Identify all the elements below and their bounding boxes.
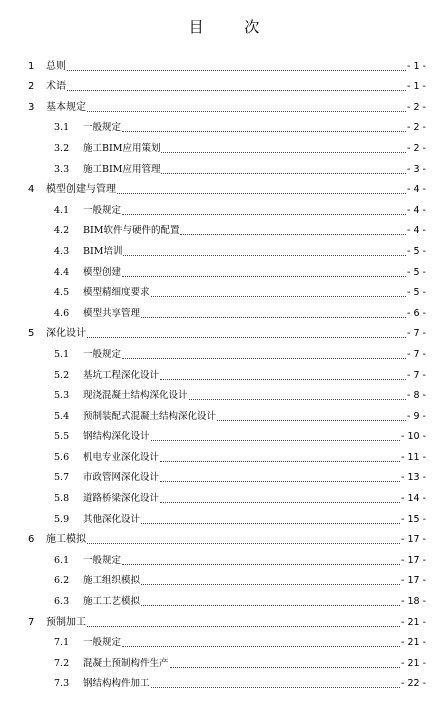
toc-entry-label: 一般规定 [83,204,122,216]
toc-entry-number: 3.1 [54,122,70,134]
toc-entry-page: - 7 - [407,348,426,360]
dot-leader [141,604,400,606]
toc-entry-number: 1 [28,60,35,72]
toc-entry-page: - 5 - [407,287,426,299]
toc-entry-number: 3.2 [54,142,70,154]
toc-entry-number: 4.5 [54,287,70,299]
toc-section-entry[interactable] [28,402,426,423]
toc-section-entry[interactable] [28,382,426,403]
toc-entry-label: 基本规定 [46,101,86,113]
dot-leader [161,151,406,153]
toc-entry-number: 4.6 [54,307,70,319]
toc-entry-label: BIM培训 [83,245,123,257]
toc-section-entry[interactable] [28,279,426,300]
dot-leader [151,295,407,297]
toc-entry-page: - 4 - [407,225,426,237]
toc-entry-label: 一般规定 [83,348,122,360]
dot-leader [123,254,406,256]
toc-section-entry[interactable] [28,649,426,670]
toc-section-entry[interactable] [28,196,426,217]
toc-entry-label: 施工组织模拟 [83,575,141,587]
toc-section-entry[interactable] [28,134,426,155]
dot-leader [141,316,406,318]
toc-section-entry[interactable] [28,237,426,258]
toc-entry-page: - 7 - [407,328,426,340]
toc-entry-label: 预制加工 [46,616,86,628]
toc-entry-page: - 2 - [407,122,426,134]
toc-section-entry[interactable] [28,217,426,238]
toc-entry-number: 5 [28,328,35,340]
dot-leader [141,522,400,524]
toc-entry-number: 5.7 [54,472,70,484]
dot-leader [161,172,406,174]
table-of-contents [28,52,426,690]
toc-entry-number: 7 [28,616,35,628]
dot-leader [122,213,406,215]
toc-entry-label: 术语 [46,81,66,93]
toc-section-entry[interactable] [28,340,426,361]
toc-chapter-entry[interactable] [28,608,426,629]
dot-leader [151,686,401,688]
toc-section-entry[interactable] [28,505,426,526]
toc-entry-number: 6.1 [54,554,70,566]
toc-entry-page: - 5 - [407,266,426,278]
toc-entry-number: 2 [28,81,35,93]
toc-entry-number: 5.3 [54,390,70,402]
toc-entry-number: 5.9 [54,513,70,525]
toc-entry-page: - 13 - [401,472,426,484]
dot-leader [180,233,406,235]
dot-leader [67,69,406,71]
toc-section-entry[interactable] [28,567,426,588]
toc-entry-label: 模型创建 [83,266,122,278]
toc-entry-page: - 11 - [401,451,426,463]
toc-entry-number: 5.1 [54,348,70,360]
toc-entry-page: - 21 - [401,616,426,628]
toc-chapter-entry[interactable] [28,73,426,94]
dot-leader [160,378,406,380]
toc-entry-label: 预制装配式混凝土结构深化设计 [83,410,217,422]
toc-entry-page: - 2 - [407,101,426,113]
dot-leader [122,130,406,132]
toc-entry-label: 其他深化设计 [83,513,141,525]
dot-leader [160,480,400,482]
toc-section-entry[interactable] [28,484,426,505]
dot-leader [122,563,400,565]
dot-leader [141,583,400,585]
toc-entry-page: - 15 - [401,513,426,525]
dot-leader [122,357,406,359]
toc-chapter-entry[interactable] [28,176,426,197]
toc-entry-page: - 5 - [407,245,426,257]
toc-entry-page: - 17 - [401,575,426,587]
toc-section-entry[interactable] [28,299,426,320]
toc-section-entry[interactable] [28,423,426,444]
dot-leader [160,501,400,503]
toc-entry-label: 混凝土预制构件生产 [83,657,169,669]
dot-leader [122,645,400,647]
toc-entry-page: - 2 - [407,142,426,154]
dot-leader [170,666,401,668]
toc-entry-page: - 21 - [401,637,426,649]
dot-leader [160,460,400,462]
toc-section-entry[interactable] [28,155,426,176]
toc-entry-number: 7.2 [54,657,70,669]
toc-entry-number: 4.3 [54,245,70,257]
toc-entry-number: 4.4 [54,266,70,278]
dot-leader [87,110,406,112]
toc-entry-page: - 14 - [401,493,426,505]
toc-section-entry[interactable] [28,670,426,691]
toc-entry-number: 5.6 [54,451,70,463]
toc-section-entry[interactable] [28,361,426,382]
toc-entry-label: 机电专业深化设计 [83,451,160,463]
toc-section-entry[interactable] [28,587,426,608]
toc-entry-label: 道路桥梁深化设计 [83,493,160,505]
toc-entry-number: 6.2 [54,575,70,587]
toc-entry-label: 钢结构深化设计 [83,431,150,443]
toc-entry-label: 一般规定 [83,122,122,134]
toc-chapter-entry[interactable] [28,320,426,341]
toc-entry-label: BIM软件与硬件的配置 [83,225,180,237]
toc-entry-label: 施工BIM应用管理 [83,163,161,175]
dot-leader [67,89,406,91]
toc-title: 目 次 [188,18,278,36]
toc-entry-label: 总则 [46,60,66,72]
toc-section-entry[interactable] [28,443,426,464]
toc-entry-page: - 7 - [407,369,426,381]
toc-section-entry[interactable] [28,629,426,650]
toc-chapter-entry[interactable] [28,526,426,547]
toc-entry-page: - 4 - [407,184,426,196]
dot-leader [87,625,400,627]
toc-entry-number: 5.2 [54,369,70,381]
toc-entry-label: 一般规定 [83,637,122,649]
toc-entry-page: - 21 - [401,657,426,669]
toc-entry-page: - 8 - [407,390,426,402]
toc-section-entry[interactable] [28,258,426,279]
toc-entry-number: 5.5 [54,431,70,443]
toc-entry-label: 深化设计 [46,328,86,340]
toc-entry-number: 4 [28,184,35,196]
toc-entry-number: 3 [28,101,35,113]
toc-entry-number: 5.8 [54,493,70,505]
toc-entry-number: 4.1 [54,204,70,216]
toc-entry-label: 模型共享管理 [83,307,141,319]
dot-leader [117,192,406,194]
toc-entry-label: 施工模拟 [46,534,86,546]
toc-entry-label: 模型创建与管理 [46,184,116,196]
toc-section-entry[interactable] [28,546,426,567]
toc-entry-page: - 3 - [407,163,426,175]
toc-entry-label: 模型精细度要求 [83,287,150,299]
toc-entry-label: 市政管网深化设计 [83,472,160,484]
toc-entry-number: 4.2 [54,225,70,237]
toc-entry-number: 5.4 [54,410,70,422]
dot-leader [87,542,400,544]
toc-entry-label: 施工BIM应用策划 [83,142,161,154]
toc-entry-page: - 6 - [407,307,426,319]
toc-entry-number: 3.3 [54,163,70,175]
toc-entry-label: 基坑工程深化设计 [83,369,160,381]
dot-leader [217,419,406,421]
toc-entry-page: - 4 - [407,204,426,216]
toc-entry-number: 6.3 [54,596,70,608]
toc-entry-page: - 18 - [401,596,426,608]
toc-entry-page: - 17 - [401,554,426,566]
toc-entry-label: 现浇混凝土结构深化设计 [83,390,188,402]
toc-entry-page: - 1 - [407,60,426,72]
toc-section-entry[interactable] [28,114,426,135]
dot-leader [189,398,407,400]
toc-entry-number: 6 [28,534,35,546]
toc-entry-number: 7.3 [54,678,70,690]
toc-entry-page: - 22 - [401,678,426,690]
toc-chapter-entry[interactable] [28,93,426,114]
dot-leader [122,275,406,277]
dot-leader [87,336,406,338]
toc-section-entry[interactable] [28,464,426,485]
toc-entry-page: - 17 - [401,534,426,546]
toc-entry-label: 施工工艺模拟 [83,596,141,608]
toc-entry-page: - 9 - [407,410,426,422]
toc-entry-page: - 1 - [407,81,426,93]
dot-leader [151,439,401,441]
toc-chapter-entry[interactable] [28,52,426,73]
toc-entry-label: 一般规定 [83,554,122,566]
toc-entry-label: 钢结构构件加工 [83,678,150,690]
toc-entry-page: - 10 - [401,431,426,443]
toc-entry-number: 7.1 [54,637,70,649]
